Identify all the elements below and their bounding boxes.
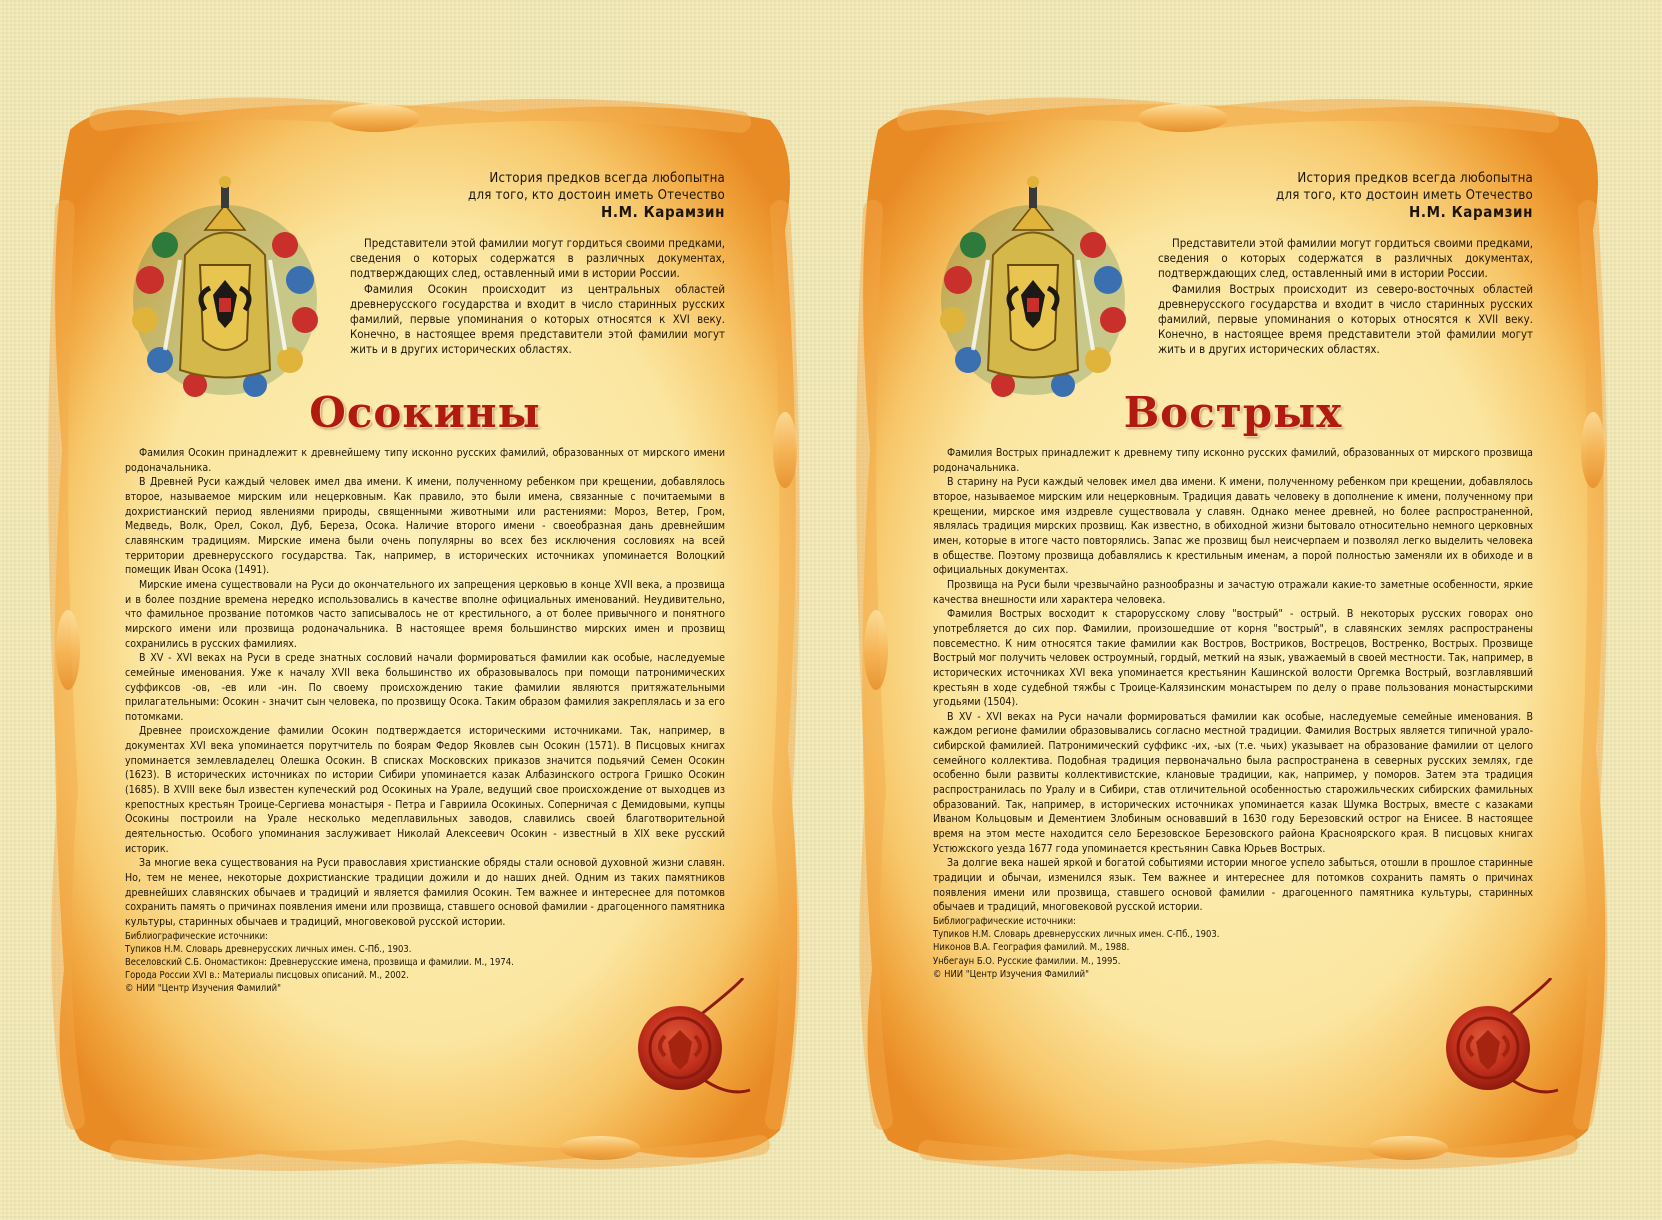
intro-paragraph: Фамилия Вострых происходит из северо-восточных областей древнерусского государства и входит в число старинных русских фамилий, первые упоминания о которых относятся к XVII веку. Конечно, в настоящее время представители этой фамилии могут жить и в других исторических областях. [1158, 281, 1533, 357]
body-paragraph: Фамилия Осокин принадлежит к древнейшему типу исконно русских фамилий, образованных от мирского имени родоначальника. [125, 447, 725, 474]
intro-paragraph: Представители этой фамилии могут гордиться своими предками, сведения о которых содержатся в различных документах, подтверждающих след, оставленный ими в истории России. [350, 236, 725, 281]
bibliography [933, 915, 1533, 981]
body-paragraph: Фамилия Вострых восходит к старорусскому слову "вострый" - острый. В некоторых русских говорах оно употребляется до сих пор. Фамилии, произошедшие от корня "вострый", в славянских землях распространены повсеместно. К ним относятся такие фамилии как Востров, Востриков, Вострецов, Востренко, Вострых. Прозвище Вострый мог получить человек остроумный, гордый, меткий на язык, уважаемый в своей местности. Так, например, в исторических источниках XVI века упоминается крестьянин Кашинской волости Оргемка Вострый, возглавлявший крестьян в ходе судебной тяжбы с Троице-Калязинским монастырем по делу о праве пользования монастырскими угодьями (1504). [933, 608, 1533, 709]
copyright-notice: © НИИ "Центр Изучения Фамилий" [933, 968, 1090, 980]
bibliography-item: Города России XVI в.: Материалы писцовых описаний. М., 2002. [125, 970, 409, 982]
body-paragraph: За долгие века нашей яркой и богатой событиями истории многое успело забыться, отошли в прошлое старинные традиции и обычаи, изменился язык. Тем важнее и интереснее для потомков сохранить память о причинах появления имени или прозвища, ставшего основой фамилии - драгоценного памятника культуры, старинных обычаев и традиций, многовековой русской истории. [933, 857, 1533, 914]
body-paragraph: За многие века существования на Руси православия христианские обряды стали основой духовной жизни славян. Но, тем не менее, некоторые дохристианские традиции дожили и до наших дней. Одним из таких памятников древнейших славянских обычаев и традиций и является фамилия Осокин. Тем важнее и интереснее для потомков сохранить память о причинах появления имени или прозвища, ставшего основой фамилии - драгоценного памятника культуры, старинных обычаев и традиций, многовековой русской истории. [125, 857, 725, 928]
epigraph-quote [1163, 170, 1533, 221]
intro-paragraph: Фамилия Осокин происходит из центральных областей древнерусского государства и входит в число старинных русских фамилий, первые упоминания о которых относятся к XVI веку. Конечно, в настоящее время представители этой фамилии могут жить и в других исторических областях. [350, 281, 725, 357]
quote-author: Н.М. Карамзин [1408, 203, 1533, 221]
bibliography-item: Тупиков Н.М. Словарь древнерусских личных имен. С-Пб., 1903. [125, 943, 412, 955]
bibliography-item: Тупиков Н.М. Словарь древнерусских личных имен. С-Пб., 1903. [933, 929, 1220, 941]
scroll-left [40, 90, 810, 1180]
bibliography-item: Унбегаун Б.О. Русские фамилии. М., 1995. [933, 955, 1121, 967]
body-paragraph: Прозвища на Руси были чрезвычайно разнообразны и зачастую отражали какие-то заметные особенности, яркие качества внешности или характера человека. [933, 578, 1533, 606]
quote-line-2: для того, кто достоин иметь Отечество [468, 188, 725, 203]
bibliography-item: Никонов В.А. География фамилий. М., 1988. [933, 942, 1130, 954]
body-paragraph: Фамилия Вострых принадлежит к древнему типу исконно русских фамилий, образованных от мирского прозвища родоначальника. [933, 447, 1533, 474]
surname-title: Осокины [309, 388, 541, 437]
intro-paragraph: Представители этой фамилии могут гордиться своими предками, сведения о которых содержатся в различных документах, подтверждающих след, оставленный ими в истории России. [1158, 236, 1533, 281]
quote-line-1: История предков всегда любопытна [1297, 171, 1533, 186]
bibliography-title: Библиографические источники: [125, 930, 268, 942]
bibliography-title: Библиографические источники: [933, 916, 1076, 927]
scroll-right [848, 90, 1618, 1180]
coat-of-arms-emblem [125, 170, 325, 400]
intro-text [350, 236, 725, 358]
copyright-notice: © НИИ "Центр Изучения Фамилий" [125, 983, 282, 995]
quote-author: Н.М. Карамзин [600, 203, 725, 221]
intro-text [1158, 236, 1533, 358]
surname-title: Вострых [1123, 388, 1343, 437]
body-paragraph: В старину на Руси каждый человек имел два имени. К имени, полученному ребенком при крещении, добавлялось второе, называемое мирским или нецерковным. Традиция давать человеку в дополнение к имени, полученному при крещении, мирское имя издревле существовала у славян. Однако менее древней, но более распространенной, являлась традиция мирских прозвищ. Как известно, в обиходной жизни бытовало относительно немного церковных имен, которые в итоге часто повторялись. Запас же прозвищ был неисчерпаем и позволял легко выделить человека в обществе. Поэтому прозвища добавлялись к крестильным именам, а порой полностью заменяли их в обиходе и в официальных документах. [933, 476, 1533, 577]
bibliography-item: Веселовский С.Б. Ономастикон: Древнерусские имена, прозвища и фамилии. М., 1974. [125, 957, 514, 969]
body-text [125, 446, 725, 996]
epigraph-quote [355, 170, 725, 221]
body-paragraph: Древнее происхождение фамилии Осокин подтверждается историческими источниками. Так, например, в документах XVI века упоминается порутчитель по боярам Федор Яковлев сын Осокин (1571). В Писцовых книгах упоминается землевладелец Олешка Осокин. В списках Московских приказов значится подьячий Семен Осокин (1623). В исторических источниках по истории Сибири упоминается казак Албазинского острога Гришко Осокин (1685). В XVIII веке был известен купеческий род Осокиных на Урале, ведущий свое происхождение от выходцев из крепостных крестьян Троице-Сергиева монастыря - Петра и Гавриила Осокиных. Соперничая с Демидовыми, купцы Осокины построили на Урале несколько медеплавильных заводов, славились своей благотворительной деятельностью. Особого упоминания заслуживает Николай Алексеевич Осокин - известный в XIX веке русский историк. [125, 725, 725, 855]
wax-seal-icon [625, 978, 755, 1108]
body-paragraph: В Древней Руси каждый человек имел два имени. К имени, полученному ребенком при крещении, добавлялось второе, называемое мирским или нецерковным. Как правило, это были имена, связанные с почитаемыми в дохристианский период явлениями природы, священными животными или растениями: Мороз, Ветер, Гром, Медведь, Волк, Орел, Сокол, Дуб, Береза, Осока. Наличие второго имени - своеобразная дань древнейшим славянским традициям. Мирские имена были очень популярны во всех без исключения сословиях на всей территории древнерусского государства. Так, например, в исторических источниках упоминается Волоцкий помещик Иван Осока (1491). [125, 476, 725, 577]
body-text [933, 446, 1533, 981]
body-paragraph: В XV - XVI веках на Руси в среде знатных сословий начали формироваться фамилии как особые, наследуемые семейные именования. Уже к началу XVII века большинство их образовывалось при помощи патронимических суффиксов -ов, -ев или -ин. По своему происхождению такие фамилии являются притяжательными прилагательными: Осокин - значит сын человека, по прозвищу Осока. Таким образом фамилия закреплялась и за его потомками. [125, 652, 725, 723]
wax-seal-icon [1433, 978, 1563, 1108]
coat-of-arms-emblem [933, 170, 1133, 400]
body-paragraph: В XV - XVI веках на Руси начали формироваться фамилии как особые, наследуемые семейные именования. В каждом регионе фамилии образовывались согласно местной традиции. Фамилия Вострых является типичной урало-сибирской фамилией. Патронимический суффикс -их, -ых (т.е. чьих) указывает на образование фамилии от целого семейного коллектива. Подобная традиция первоначально была распространена в северных русских землях, где особенно были развиты коллективистские, клановые традиции, как, например, у поморов. Затем эта традиция распространилась по Уралу и в Сибири, став отличительной особенностью старожильческих сибирских фамильных образований. Так, например, в исторических источниках упоминается казак Шумка Вострых, вместе с казаками Иваном Кольцовым и Дементием Злобиным основавший в 1630 году Березовский острог на Енисее. В настоящее время на этом месте находится село Березовское Березовского района Красноярского края. В писцовых книгах Устюжского уезда 1677 года упоминается крестьянин Савка Юрьев Вострых. [933, 710, 1533, 855]
quote-line-1: История предков всегда любопытна [489, 171, 725, 186]
body-paragraph: Мирские имена существовали на Руси до окончательного их запрещения церковью в конце XVII века, а прозвища и в более поздние времена нередко использовались в качестве вполне официальных именований. Неудивительно, что фамильное прозвание потомков часто записывалось не от крестильного, а от более привычного и понятного мирского имени или прозвища родоначальника. В настоящее время большинство мирских имен и прозвищ сохранились в русских фамилиях. [125, 578, 725, 650]
quote-line-2: для того, кто достоин иметь Отечество [1276, 188, 1533, 203]
